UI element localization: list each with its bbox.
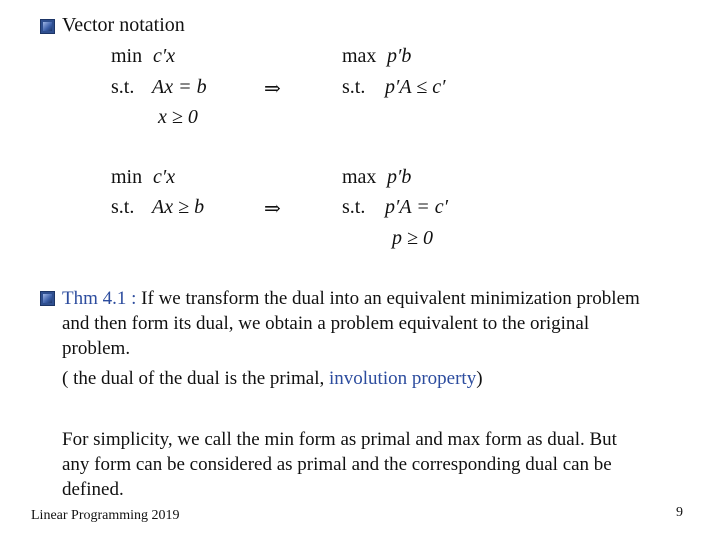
block2-primal-obj-kw: min: [111, 166, 143, 188]
block2-dual-constraint-1: p′A = c′: [385, 196, 448, 218]
simplicity-line-1: For simplicity, we call the min form as primal and max form as dual. But: [62, 429, 617, 450]
block1-primal-obj-kw: min: [111, 45, 143, 67]
bullet-icon: [40, 19, 55, 34]
block1-dual-obj-kw: max: [342, 45, 377, 67]
bullet-icon: [40, 291, 55, 306]
block1-primal-constraint-1: Ax = b: [152, 76, 207, 98]
implies-arrow-icon: ⇒: [264, 198, 281, 220]
block2-primal-st-kw: s.t.: [111, 196, 135, 218]
simplicity-line-2: any form can be considered as primal and the corresponding dual can be: [62, 454, 612, 475]
involution-property-term: involution property: [328, 368, 477, 389]
block2-dual-obj-kw: max: [342, 166, 377, 188]
section-heading: Vector notation: [62, 14, 185, 36]
block1-primal-st-kw: s.t.: [111, 76, 135, 98]
theorem-note-open: ( the dual of the dual is the primal,: [62, 368, 329, 389]
implies-arrow-icon: ⇒: [264, 78, 281, 100]
block2-primal-constraint-1: Ax ≥ b: [152, 196, 205, 218]
block2-dual-constraint-2: p ≥ 0: [392, 227, 433, 249]
block2-dual-obj-expr: p′b: [387, 166, 412, 188]
block2-dual-st-kw: s.t.: [342, 196, 366, 218]
block1-dual-st-kw: s.t.: [342, 76, 366, 98]
block1-primal-obj-expr: c′x: [153, 45, 176, 67]
theorem-line-1: [62, 286, 640, 311]
block1-dual-obj-expr: p′b: [387, 45, 412, 67]
block1-dual-constraint-1: p′A ≤ c′: [385, 76, 446, 98]
theorem-text-1: If we transform the dual into an equivalent minimization problem: [141, 288, 640, 309]
theorem-line-2: and then form its dual, we obtain a problem equivalent to the original: [62, 313, 590, 334]
theorem-note-close: ): [476, 368, 483, 389]
theorem-line-3: problem.: [62, 338, 131, 359]
page-number: 9: [676, 505, 683, 520]
theorem-label: Thm 4.1 :: [62, 288, 137, 309]
simplicity-line-3: defined.: [62, 479, 124, 500]
block1-primal-constraint-2: x ≥ 0: [158, 106, 198, 128]
block2-primal-obj-expr: c′x: [153, 166, 176, 188]
theorem-note: [62, 366, 483, 391]
footer-course-title: Linear Programming 2019: [31, 508, 180, 523]
